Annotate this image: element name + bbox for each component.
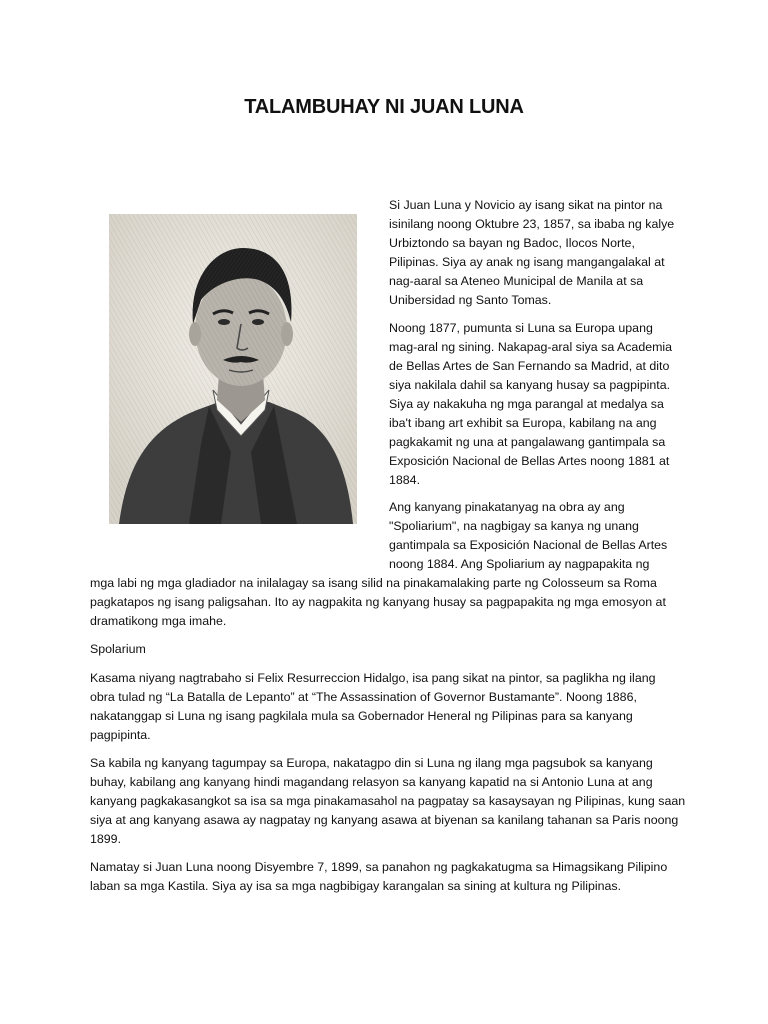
text-line: Ang kanyang pinakatanyag na obra ay ang	[389, 500, 625, 514]
text-line: mga labi ng mga gladiador na inilalagay sa isang silid na pinakamalaking parte ng Colosseum sa Roma	[90, 576, 657, 590]
text-line: Kasama niyang nagtrabaho si Felix Resurreccion Hidalgo, isa pang sikat na pintor, sa paglikha ng ilang	[90, 671, 656, 685]
text-line: pagpipinta.	[90, 728, 151, 742]
text-line: buhay, kabilang ang kanyang hindi magandang relasyon sa kanyang kapatid na si Antonio Luna at ang	[90, 775, 653, 789]
text-line: mag-aral ng sining. Nakapag-aral siya sa Academia	[389, 340, 673, 354]
text-line: Namatay si Juan Luna noong Disyembre 7, 1899, sa panahon ng pagkakatugma sa Himagsikang Pilipino	[90, 860, 668, 874]
portrait-image	[109, 214, 357, 524]
text-line: nakatanggap si Luna ng isang pagkilala mula sa Gobernador Heneral ng Pilipinas para sa kanyang	[90, 709, 633, 723]
paragraph-hidalgo	[90, 669, 690, 745]
text-line: kanyang pagkakasangkot sa isa sa mga pinakamasahol na pagpatay sa kasaysayan ng Pilipinas, kung saan	[90, 794, 686, 808]
paragraph-europe	[389, 319, 701, 490]
text-line: Spolarium	[90, 642, 146, 656]
text-line: "Spoliarium", na nagbigay sa kanya ng unang	[389, 519, 639, 533]
text-line: Si Juan Luna y Novicio ay isang sikat na pintor na	[389, 198, 663, 212]
text-line: pagkakamit ng una at pangalawang gantimpala sa	[389, 435, 666, 449]
text-line: nag-aaral sa Ateneo Municipal de Manila at sa	[389, 274, 644, 288]
text-line: dramatikong mga imahe.	[90, 614, 227, 628]
text-line: Exposición Nacional de Bellas Artes noong 1881 at	[389, 454, 670, 468]
paragraph-trials	[90, 754, 690, 849]
text-line: Pilipinas. Siya ay anak ng isang mangangalakal at	[389, 255, 665, 269]
paragraph-death	[90, 858, 690, 896]
text-line: noong 1884. Ang Spoliarium ay nagpapakita ng	[389, 557, 650, 571]
text-line: Sa kabila ng kanyang tagumpay sa Europa, nakatagpo din si Luna ng ilang mga pagsubok sa kanyang	[90, 756, 653, 770]
text-line: de Bellas Artes de San Fernando sa Madrid, at dito	[389, 359, 670, 373]
text-line: Siya ay nakakuha ng mga parangal at medalya sa	[389, 397, 664, 411]
text-line: 1884.	[389, 473, 421, 487]
text-line: iba't ibang art exhibit sa Europa, kabilang na ang	[389, 416, 657, 430]
text-line: obra tulad ng “La Batalla de Lepanto” at “The Assassination of Governor Bustamante”. Noong 1886,	[90, 690, 637, 704]
paragraph-spoliarium-cont	[90, 574, 690, 631]
text-line: pagkatapos ng isang paligsahan. Ito ay nagpakita ng kanyang husay sa pagpapakita ng mga emosyon at	[90, 595, 666, 609]
text-line: Unibersidad ng Santo Tomas.	[389, 293, 552, 307]
text-line: Noong 1877, pumunta si Luna sa Europa upang	[389, 321, 653, 335]
text-line: Urbiztondo sa bayan ng Badoc, Ilocos Norte,	[389, 236, 635, 250]
paragraph-caption	[90, 640, 690, 659]
text-line: siya at ang kanyang asawa ay nagpatay ng kanyang asawa at biyenan sa kanilang tahanan sa Paris noong	[90, 813, 679, 827]
paragraph-intro	[389, 196, 701, 310]
text-line: isinilang noong Oktubre 23, 1857, sa ibaba ng kalye	[389, 217, 675, 231]
text-line: 1899.	[90, 832, 122, 846]
text-line: laban sa mga Kastila. Siya ay isa sa mga nagbibigay karangalan sa sining at kultura ng Pilipinas.	[90, 879, 622, 893]
paragraph-spoliarium-start	[389, 498, 701, 574]
text-line: siya nakilala dahil sa kanyang husay sa pagpipinta.	[389, 378, 671, 392]
page-title: TALAMBUHAY NI JUAN LUNA	[244, 96, 524, 118]
text-line: gantimpala sa Exposición Nacional de Bellas Artes	[389, 538, 668, 552]
